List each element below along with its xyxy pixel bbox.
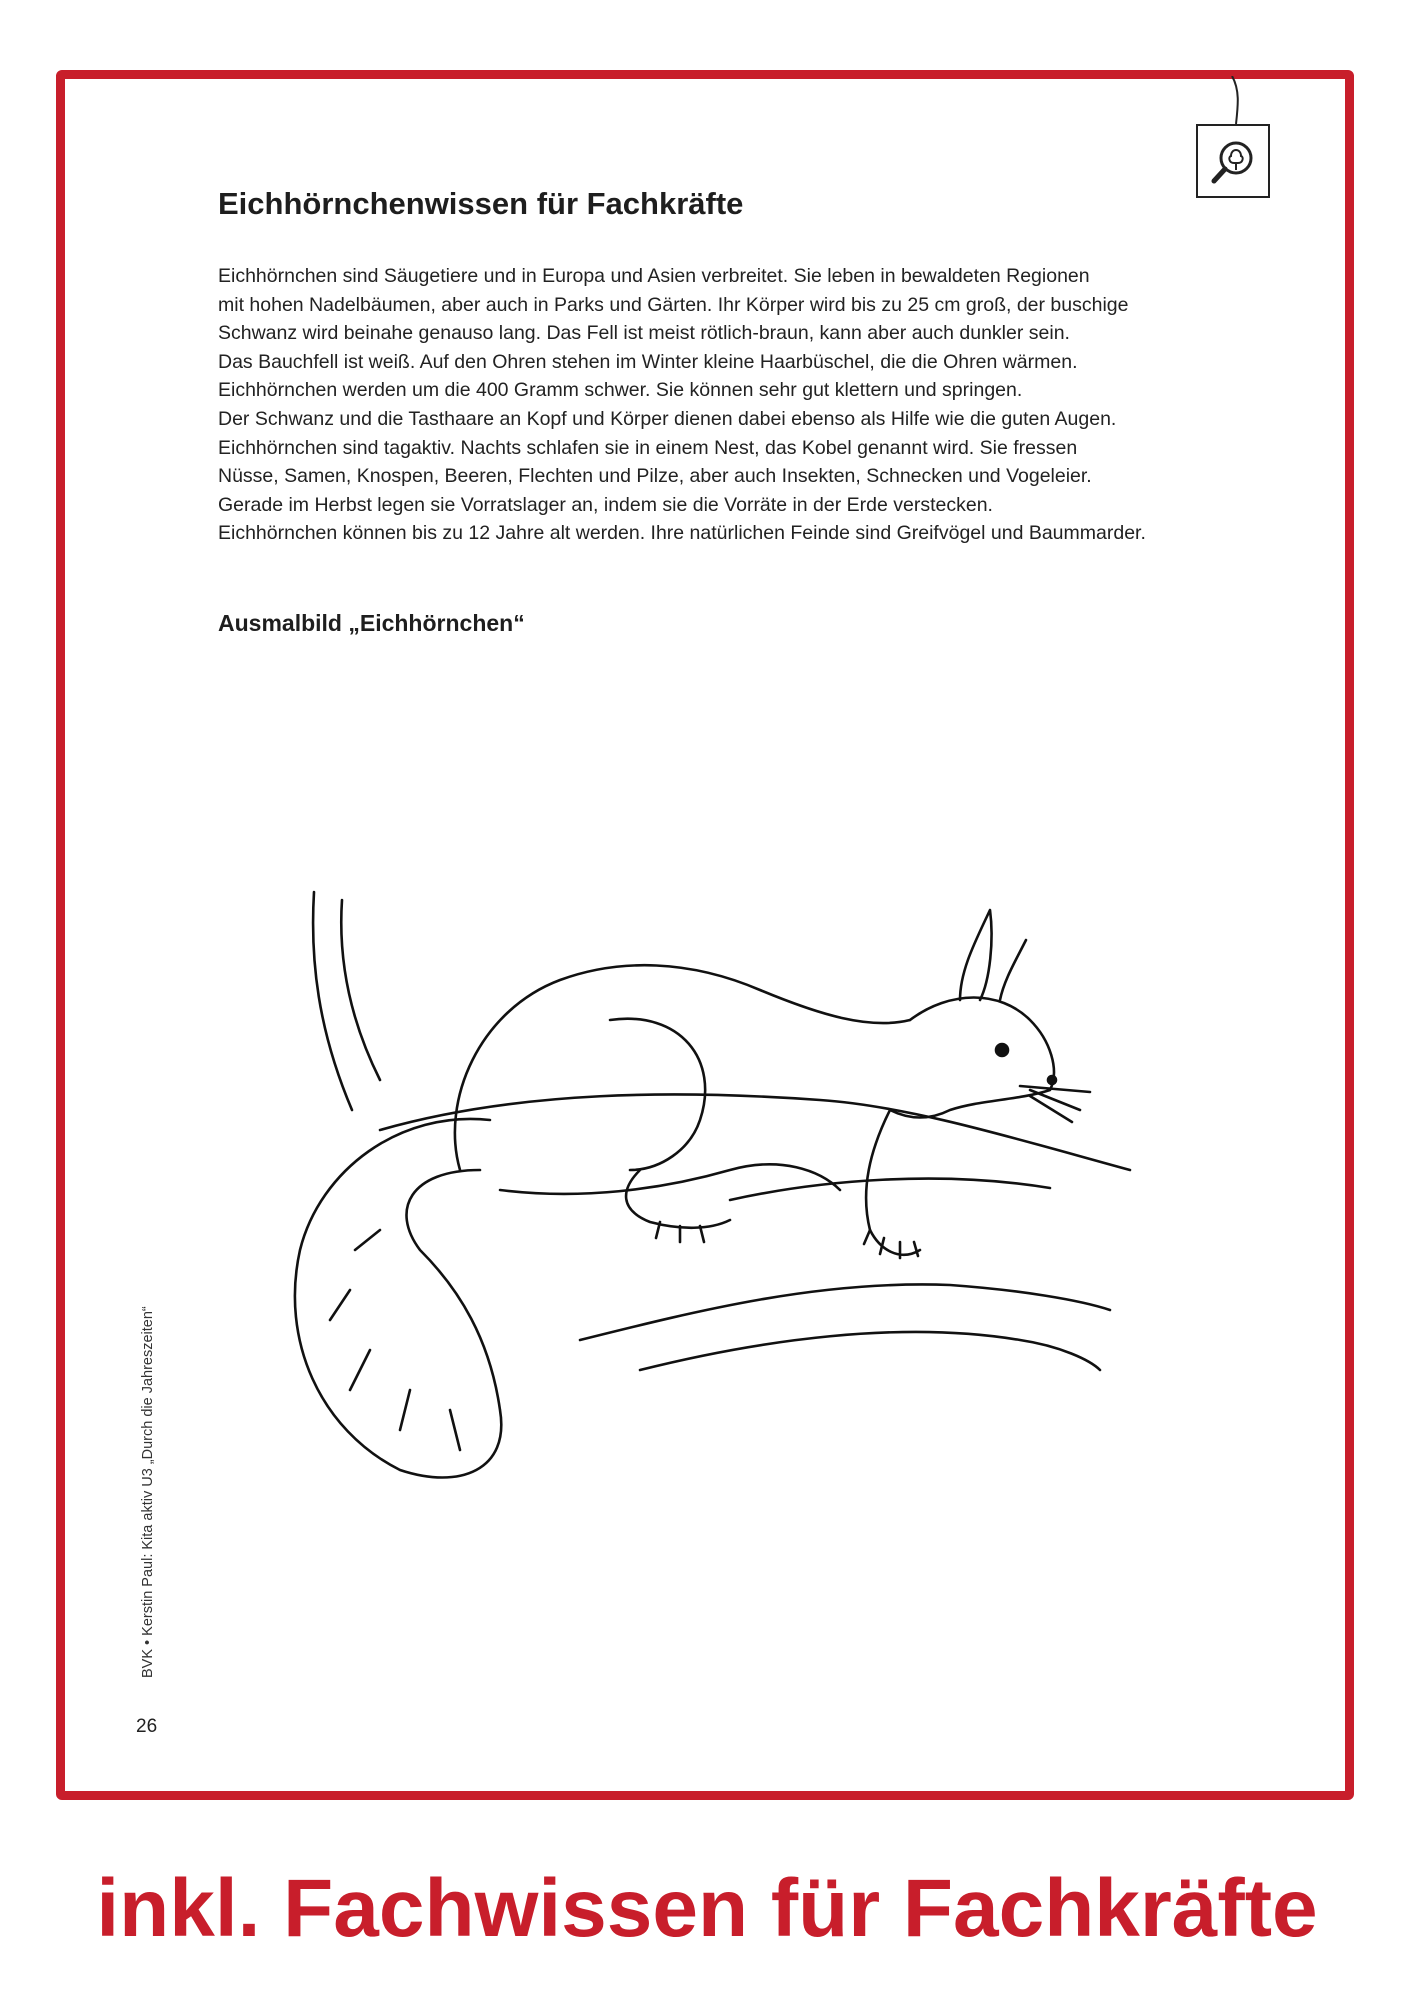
whiskers bbox=[1020, 1086, 1090, 1122]
text-line: Der Schwanz und die Tasthaare an Kopf und Körper dienen dabei ebenso als Hilfe wie die guten Augen. bbox=[218, 407, 1117, 430]
squirrel-tail bbox=[295, 1119, 501, 1478]
branch-main bbox=[730, 1179, 1050, 1200]
text-line: Gerade im Herbst legen sie Vorratslager an, indem sie die Vorräte in der Erde verstecken. bbox=[218, 493, 993, 516]
squirrel-front-leg bbox=[866, 1110, 920, 1255]
text-line: Eichhörnchen können bis zu 12 Jahre alt werden. Ihre natürlichen Feinde sind Greifvögel und Baummarder. bbox=[218, 522, 1146, 545]
side-credit: BVK • Kerstin Paul: Kita aktiv U3 „Durch die Jahreszeiten“ bbox=[140, 1306, 156, 1678]
squirrel-body bbox=[455, 965, 910, 1170]
promo-banner: inkl. Fachwissen für Fachkräfte bbox=[96, 1863, 1318, 1954]
text-line: Das Bauchfell ist weiß. Auf den Ohren stehen im Winter kleine Haarbüschel, die die Ohren wärmen. bbox=[218, 350, 1078, 373]
magnifier-tree-icon bbox=[1196, 124, 1270, 198]
branch-vertical bbox=[313, 892, 352, 1110]
coloring-subtitle: Ausmalbild „Eichhörnchen“ bbox=[218, 610, 525, 636]
tail-fur bbox=[330, 1230, 460, 1450]
text-line: mit hohen Nadelbäumen, aber auch in Parks und Gärten. Ihr Körper wird bis zu 25 cm groß, der buschige bbox=[218, 293, 1129, 316]
squirrel-nose bbox=[1048, 1076, 1056, 1084]
branch-main bbox=[380, 1094, 1130, 1170]
squirrel-eye bbox=[996, 1044, 1008, 1056]
page-number: 26 bbox=[136, 1716, 158, 1737]
squirrel-head bbox=[890, 998, 1054, 1118]
text-line: Eichhörnchen werden um die 400 Gramm schwer. Sie können sehr gut klettern und springen. bbox=[218, 379, 1023, 402]
squirrel-back-leg bbox=[626, 1170, 730, 1228]
squirrel-drawing bbox=[260, 870, 1140, 1490]
page-title: Eichhörnchenwissen für Fachkräfte bbox=[218, 186, 744, 221]
squirrel-ear bbox=[960, 910, 992, 1000]
text-line: Eichhörnchen sind Säugetiere und in Europa und Asien verbreitet. Sie leben in bewaldeten Regionen bbox=[218, 265, 1090, 287]
branch-vertical bbox=[341, 900, 380, 1080]
text-line: Nüsse, Samen, Knospen, Beeren, Flechten und Pilze, aber auch Insekten, Schnecken und Vogeleier. bbox=[218, 465, 1092, 488]
branch-lower bbox=[640, 1332, 1100, 1370]
text-line: Eichhörnchen sind tagaktiv. Nachts schlafen sie in einem Nest, das Kobel genannt wird. Sie fressen bbox=[218, 436, 1078, 459]
branch-lower bbox=[580, 1284, 1110, 1340]
hanging-cord bbox=[1222, 76, 1252, 126]
info-text bbox=[218, 262, 1238, 548]
text-line: Schwanz wird beinahe genauso lang. Das Fell ist meist rötlich-braun, kann aber auch dunkler sein. bbox=[218, 322, 1070, 345]
squirrel-ear bbox=[1000, 940, 1026, 1000]
